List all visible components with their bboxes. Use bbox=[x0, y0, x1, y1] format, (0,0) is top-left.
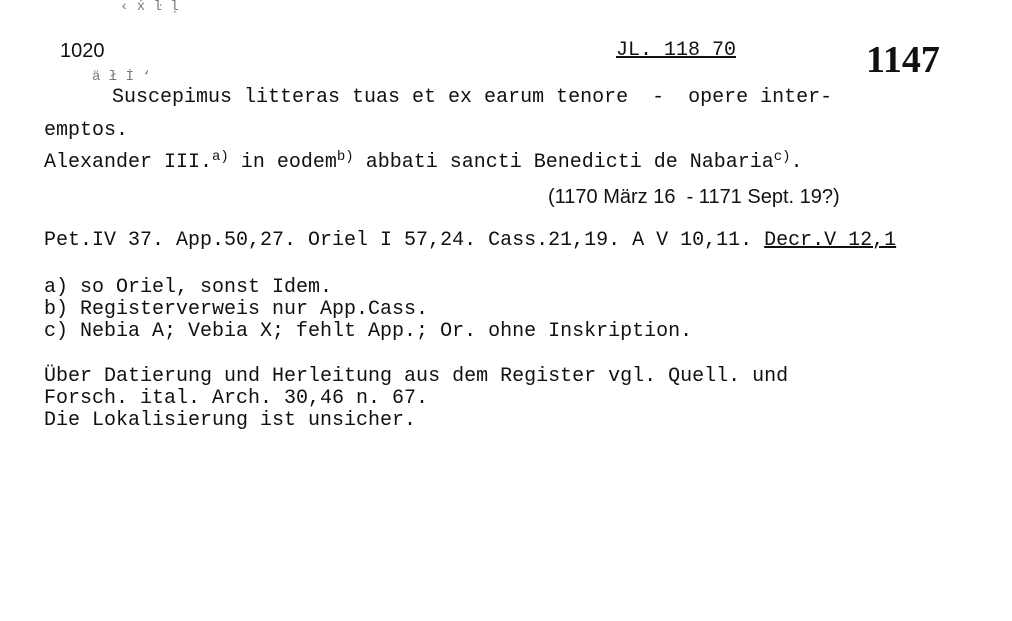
inscription-end: . bbox=[790, 151, 803, 174]
inscription-pope: Alexander III. bbox=[44, 151, 213, 174]
sources-main: Pet.IV 37. App.50,27. Oriel I 57,24. Cass.21,19. A V 10,11. bbox=[44, 229, 765, 252]
footnote-a: a) so Oriel, sonst Idem. bbox=[44, 276, 333, 299]
sources-decretal-ref: Decr.V 12,1 bbox=[764, 229, 897, 252]
inscription-place: in eodem bbox=[228, 151, 337, 174]
scribble-top: ‹ ẋ ŀ ḷ bbox=[120, 0, 179, 15]
footnote-c: c) Nebia A; Vebia X; fehlt App.; Or. ohne Inskription. bbox=[44, 320, 693, 343]
inscription-line bbox=[44, 149, 803, 174]
incipit-line-1: Suscepimus litteras tuas et ex earum tenore - opere inter- bbox=[112, 86, 833, 109]
card-main-number: 1147 bbox=[866, 39, 940, 81]
remark-line-3: Die Lokalisierung ist unsicher. bbox=[44, 409, 417, 432]
inscription-addressee: abbati sancti Benedicti de Nabaria bbox=[353, 151, 774, 174]
footnote-b: b) Registerverweis nur App.Cass. bbox=[44, 298, 429, 321]
scribble-margin: ä ł İ ‘ bbox=[92, 69, 151, 85]
card-left-number: 1020 bbox=[60, 40, 105, 62]
remark-line-1: Über Datierung und Herleitung aus dem Register vgl. Quell. und bbox=[44, 365, 789, 388]
sources-line bbox=[44, 230, 896, 252]
footnote-marker-b: b) bbox=[336, 149, 354, 165]
footnote-marker-c: c) bbox=[773, 149, 791, 165]
footnote-marker-a: a) bbox=[212, 149, 229, 165]
remark-line-2: Forsch. ital. Arch. 30,46 n. 67. bbox=[44, 387, 429, 410]
jl-reference: JL. 118 70 bbox=[616, 39, 737, 62]
incipit-line-2: emptos. bbox=[44, 119, 129, 142]
date-range: (1170 März 16 - 1171 Sept. 19?) bbox=[548, 186, 840, 208]
